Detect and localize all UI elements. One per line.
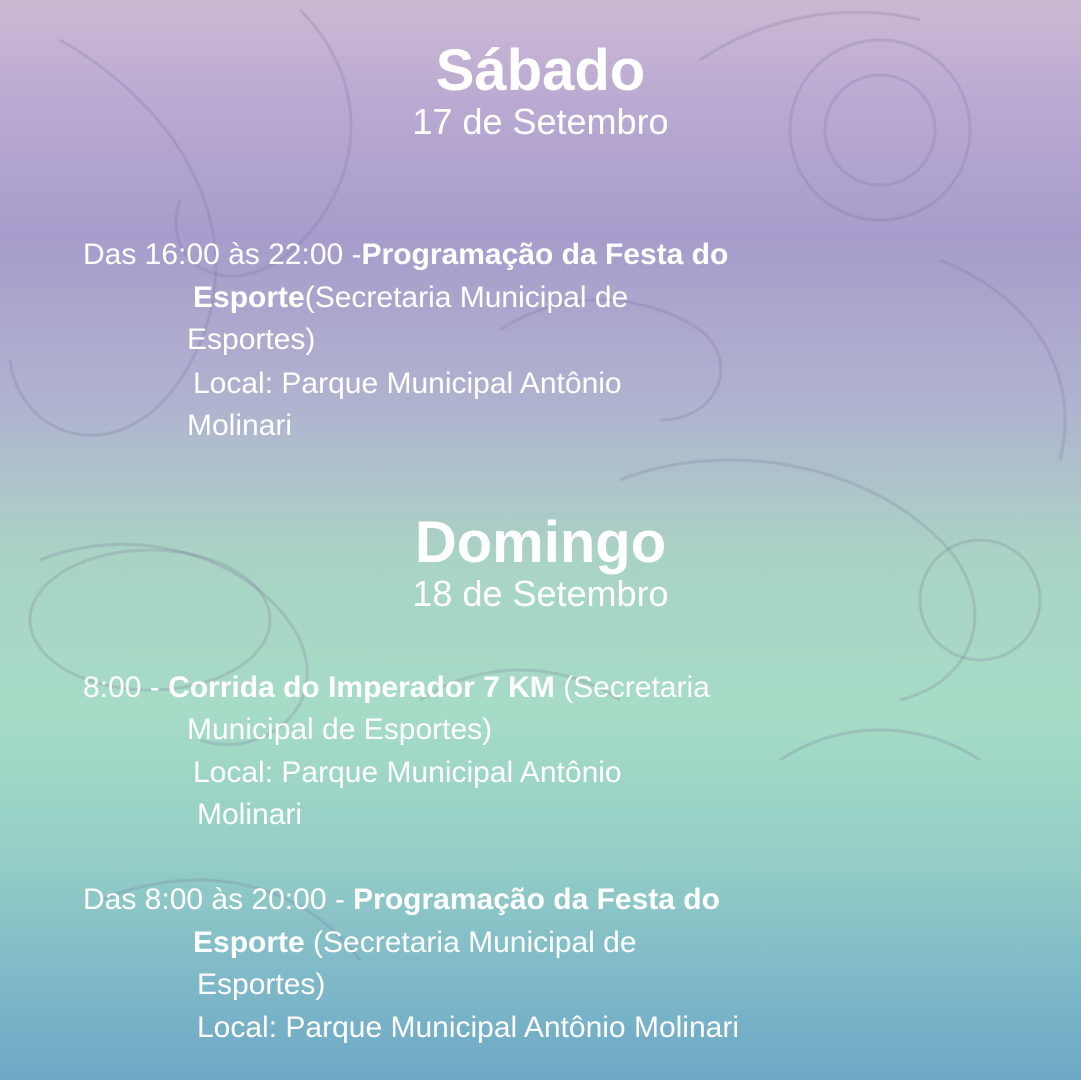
event-title: Programação da Festa do xyxy=(361,238,729,271)
event-line-time-title xyxy=(83,882,720,918)
event-time: Das 16:00 às 22:00 - xyxy=(83,238,362,271)
event-location: Local: Parque Municipal Antônio xyxy=(193,756,622,789)
event-organizer-continued: Esportes) xyxy=(197,968,326,1001)
sunday-heading xyxy=(0,512,1081,614)
event-line-title-org xyxy=(193,280,628,316)
day-date: 18 de Setembro xyxy=(412,573,669,614)
event-title-continued: Esporte xyxy=(193,281,305,314)
event-line-time-title xyxy=(83,237,728,273)
event-line-title-org xyxy=(193,925,637,961)
event-title: Programação da Festa do xyxy=(353,883,720,916)
event-time: Das 8:00 às 20:00 - xyxy=(83,883,354,916)
saturday-heading xyxy=(0,40,1081,142)
event-organizer-continued: Esportes) xyxy=(187,323,316,356)
event-time: 8:00 - xyxy=(83,671,169,704)
event-organizer: (Secretaria Municipal de xyxy=(304,926,637,959)
event-organizer: (Secretaria xyxy=(554,671,710,704)
event-location: Local: Parque Municipal Antônio xyxy=(193,367,622,400)
event-location: Local: Parque Municipal Antônio Molinari xyxy=(197,1011,739,1044)
event-organizer: (Secretaria Municipal de xyxy=(304,281,629,314)
day-title: Sábado xyxy=(435,38,646,103)
event-title-continued: Esporte xyxy=(193,926,305,959)
day-date: 17 de Setembro xyxy=(412,101,669,142)
day-title: Domingo xyxy=(414,510,667,575)
event-location-continued: Molinari xyxy=(187,409,293,442)
event-title: Corrida do Imperador 7 KM xyxy=(168,671,555,704)
event-line-time-title xyxy=(83,670,710,706)
event-location-continued: Molinari xyxy=(197,798,303,831)
event-organizer-continued: Municipal de Esportes) xyxy=(187,713,493,746)
